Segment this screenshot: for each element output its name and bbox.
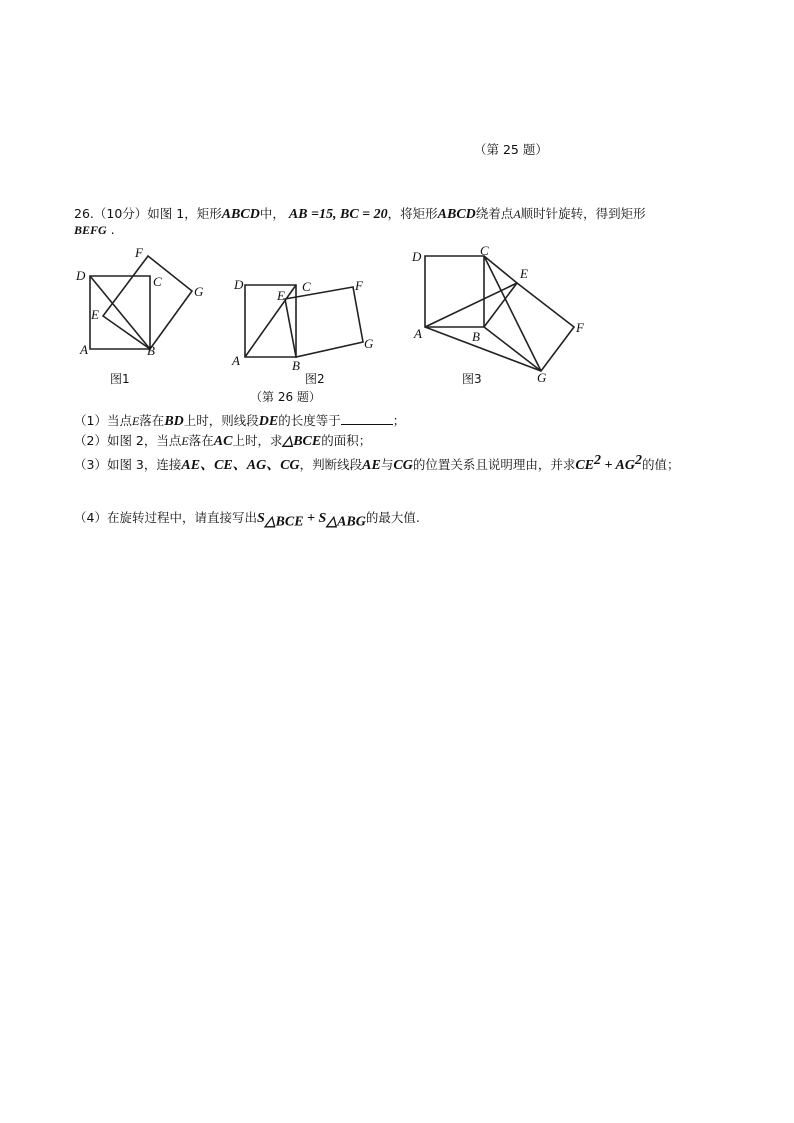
math: A (513, 207, 521, 221)
label-a: A (80, 342, 88, 357)
figures (0, 0, 794, 420)
segment-ce (484, 256, 517, 283)
math: CE (575, 458, 595, 474)
segment-cg (484, 256, 541, 371)
text: 的长度等于 (278, 413, 341, 428)
label-g: G (537, 370, 547, 385)
fig1-caption: 图1 (110, 372, 130, 386)
answer-blank (341, 413, 393, 425)
label-f: F (135, 245, 143, 260)
figure-3 (411, 243, 585, 386)
text: 上时，则线段 (183, 413, 259, 428)
label-b: B (147, 343, 155, 358)
math: CG (393, 458, 413, 474)
math: AE、CE、AG、CG (181, 458, 300, 474)
text: ； (392, 413, 406, 428)
math: BEFG (74, 223, 107, 237)
intro-text: 26.（10分）如图 1，矩形 (74, 206, 222, 221)
math: S (318, 511, 327, 526)
intro-text: 绕着点 (475, 206, 514, 221)
label-d: D (412, 249, 422, 264)
text: 的面积； (321, 433, 372, 448)
label-b: B (292, 358, 300, 373)
rect-befg (484, 283, 574, 371)
math: S (256, 511, 265, 526)
label-e: E (520, 266, 528, 281)
math: △ABG (326, 514, 366, 530)
label-f: F (355, 278, 363, 293)
segment-ac (245, 285, 296, 357)
sub-question-1 (74, 411, 405, 430)
math: E (131, 414, 140, 428)
label-f: F (576, 320, 584, 335)
label-d: D (234, 277, 244, 292)
label-g: G (364, 336, 374, 351)
math: DE (258, 414, 279, 429)
segment-ag (425, 327, 541, 371)
sub-question-3 (74, 453, 679, 474)
text: 落在 (139, 413, 165, 428)
label-a: A (232, 353, 240, 368)
text: ，判断线段 (299, 457, 363, 473)
sub-question-2 (74, 431, 371, 450)
label-b: B (472, 329, 480, 344)
label-c: C (302, 279, 311, 294)
sub-question-4 (74, 508, 420, 531)
intro-text: 顺时针旋转，得到矩形 (520, 206, 646, 221)
math: AB =15, BC = 20 (288, 207, 388, 222)
intro-text: 中， (259, 206, 285, 221)
figure-group-caption: （第 26 题） (250, 390, 321, 404)
text: 的最大值. (365, 510, 420, 525)
figure-1 (75, 245, 204, 386)
math: 2 (634, 453, 642, 468)
math: + (601, 458, 616, 474)
math: BD (164, 414, 184, 429)
text: 上时，求 (232, 433, 283, 448)
text: （3）如图 3，连接 (74, 457, 182, 473)
text: （2）如图 2，当点 (74, 433, 182, 448)
math: 2 (594, 453, 602, 468)
rect-abcd (425, 256, 484, 327)
segment-ae (425, 283, 517, 327)
math: AC (213, 434, 233, 449)
fig3-caption: 图3 (462, 372, 482, 386)
math: AG (615, 458, 635, 474)
rect-befg (103, 256, 192, 349)
math: △BCE (264, 514, 304, 530)
prev-question-caption: （第 25 题） (474, 142, 548, 157)
label-e: E (277, 288, 285, 303)
intro-text: ，将矩形 (387, 206, 438, 221)
text: 落在 (188, 433, 214, 448)
label-a: A (414, 326, 422, 341)
label-d: D (76, 268, 86, 283)
label-g: G (194, 284, 204, 299)
math: E (181, 434, 189, 448)
math: AE (362, 458, 381, 474)
segment-db (90, 276, 150, 349)
text: （4）在旋转过程中，请直接写出 (74, 510, 257, 525)
label-c: C (480, 243, 489, 258)
math: △BCE (282, 434, 322, 449)
text: 的位置关系且说明理由，并求 (412, 457, 576, 473)
math: ABCD (221, 207, 260, 222)
text: 的值； (641, 457, 680, 473)
period: . (110, 222, 115, 237)
text: （1）当点 (74, 413, 132, 428)
label-e: E (91, 307, 99, 322)
label-c: C (153, 274, 162, 289)
figure-2 (231, 277, 374, 404)
math: ABCD (437, 207, 476, 222)
math: + (303, 511, 319, 526)
text: 与 (380, 457, 394, 473)
fig2-caption: 图2 (305, 372, 325, 386)
